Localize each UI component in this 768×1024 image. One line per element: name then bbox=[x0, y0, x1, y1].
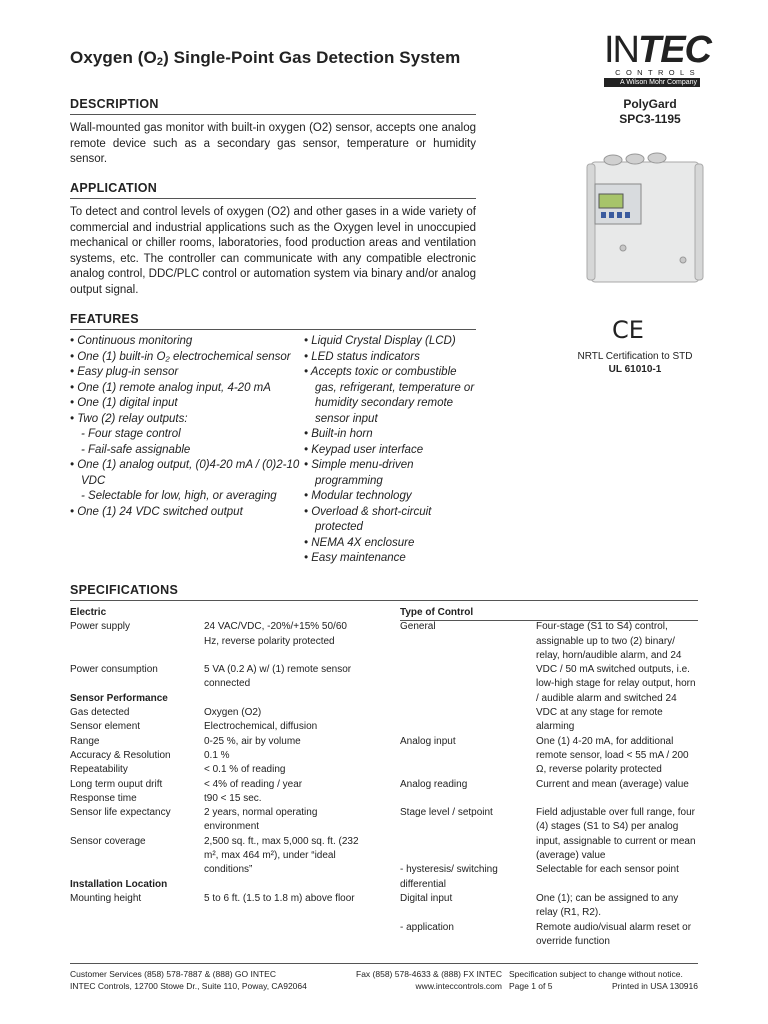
description-heading: DESCRIPTION bbox=[70, 97, 159, 111]
specifications-heading: SPECIFICATIONS bbox=[70, 583, 179, 597]
page-title: Oxygen $(O_2)$ Single-Point Gas Detection System bbox=[70, 48, 461, 68]
list-item: • Easy plug-in sensor bbox=[70, 366, 179, 378]
list-item: • Modular technology bbox=[304, 490, 412, 502]
list-item: • Built-in horn bbox=[304, 428, 373, 440]
list-item: • Overload & short-circuit protected bbox=[304, 505, 432, 533]
description-text: Wall-mounted gas monitor with built-in oxygen (O2) sensor, accepts one analog remote device such as a secondary gas sensor, temperature or humidity sensor. bbox=[70, 122, 476, 165]
list-item: • One (1) built-in O₂ electrochemical sensor bbox=[70, 350, 291, 363]
divider bbox=[70, 329, 476, 330]
list-item: • Accepts toxic or combustible gas, refrigerant, temperature or humidity secondary remote sensor input bbox=[304, 366, 475, 425]
spec-values-left: 24 VAC/VDC, -20%/+15% 50/60 Hz, reverse polarity protected 5 VA (0.2 A) w/ (1) remote sensor connected Oxygen (O2) Electrochemical, diffusion 0-25 %, air by volume 0.1 % < 0.1 % of reading < 4% of reading / year t90 < 15 sec. 2 years, normal operating environment 2,500 sq. ft., max 5,000 sq. ft. (232 m², max 464 m²), under “ideal conditions” 5 to 6 ft. (1.5 to 1.8 m) above floor bbox=[204, 621, 359, 904]
list-item: - Four stage control bbox=[81, 428, 181, 440]
list-item: • One (1) 24 VDC switched output bbox=[70, 505, 243, 518]
ce-mark: CE bbox=[612, 316, 644, 344]
list-item: • Easy maintenance bbox=[304, 552, 406, 564]
certification-text: NRTL Certification to STD UL 61010-1 bbox=[577, 351, 693, 375]
website-link[interactable]: www.inteccontrols.com bbox=[415, 981, 502, 991]
list-item: • Keypad user interface bbox=[304, 443, 424, 456]
list-item: - Selectable for low, high, or averaging bbox=[81, 490, 277, 502]
spec-values-right: Four-stage (S1 to S4) control, assignable up to two (2) binary/ relay, horn/audible alarm, and 24 VDC / 50 mA switched outputs, i.e. low-high stage for relay output, horn / audible alarm and switched 24 VDC at any stage for remote alarming One (1) 4-20 mA, for additional remote sensor, load < 55 mA / 200 Ω, reverse polarity protected Current and mean (average) value Field adjustable over full range, four (4) stages (S1 to S4) per analog input, assignable to current or mean (average) value Selectable for each sensor point One (1); can be assigned to any relay (R1, R2). Remote audio/visual alarm reset or override function bbox=[536, 621, 696, 947]
features-heading: FEATURES bbox=[70, 312, 139, 326]
divider bbox=[70, 600, 698, 601]
footer-divider bbox=[70, 963, 698, 964]
list-item: • LED status indicators bbox=[304, 350, 420, 363]
list-item: • One (1) digital input bbox=[70, 397, 178, 409]
intec-logo: INTEC CONTROLS A Wilson Mohr Company bbox=[604, 29, 711, 86]
list-item: • Two (2) relay outputs: bbox=[70, 412, 188, 425]
divider bbox=[70, 198, 476, 199]
footer-middle: Fax (858) 578-4633 & (888) FX INTEC www.inteccontrols.com bbox=[322, 968, 502, 992]
list-item: • NEMA 4X enclosure bbox=[304, 536, 415, 549]
list-item: • Simple menu-driven programming bbox=[304, 459, 414, 487]
application-heading: APPLICATION bbox=[70, 181, 158, 195]
list-item: • One (1) analog output, (0)4-20 mA / (0)2-10 VDC bbox=[70, 459, 300, 487]
spec-labels-left: Electric Power supply Power consumption Sensor Performance Gas detected Sensor element Range Accuracy & Resolution Repeatability Long term ouput drift Response time Sensor life expectancy Sensor coverage Installation Location Mounting height bbox=[70, 607, 171, 904]
list-item: - Fail-safe assignable bbox=[81, 443, 191, 456]
list-item: • Liquid Crystal Display (LCD) bbox=[304, 335, 456, 347]
divider bbox=[70, 114, 476, 115]
product-image bbox=[583, 150, 708, 290]
spec-labels-right: Type of Control General Analog input Analog reading Stage level / setpoint - hysteresis/ switching differential Digital input - application bbox=[400, 607, 498, 933]
footer-left: Customer Services (858) 578-7887 & (888) GO INTEC INTEC Controls, 12700 Stowe Dr., Suite 110, Poway, CA92064 bbox=[70, 969, 307, 991]
list-item: • One (1) remote analog input, 4-20 mA bbox=[70, 381, 271, 394]
product-id: PolyGard SPC3-1195 bbox=[619, 97, 681, 126]
list-item: • Continuous monitoring bbox=[70, 335, 193, 347]
features-list-left bbox=[70, 334, 300, 520]
features-list-right bbox=[304, 334, 476, 567]
footer-right: Specification subject to change without notice. Page 1 of 5 Printed in USA 130916 bbox=[509, 969, 698, 991]
application-text: To detect and control levels of oxygen (O2) and other gases in a wide variety of commercial and industrial applications such as the Oxygen level in unoccupied mechanical or chiller rooms, laboratories, food production areas and ventilation systems, etc. The controller can communicate with any compatible electronic analog control, DDC/PLC control or automation system via binary and/or analog output signal. bbox=[70, 206, 476, 296]
